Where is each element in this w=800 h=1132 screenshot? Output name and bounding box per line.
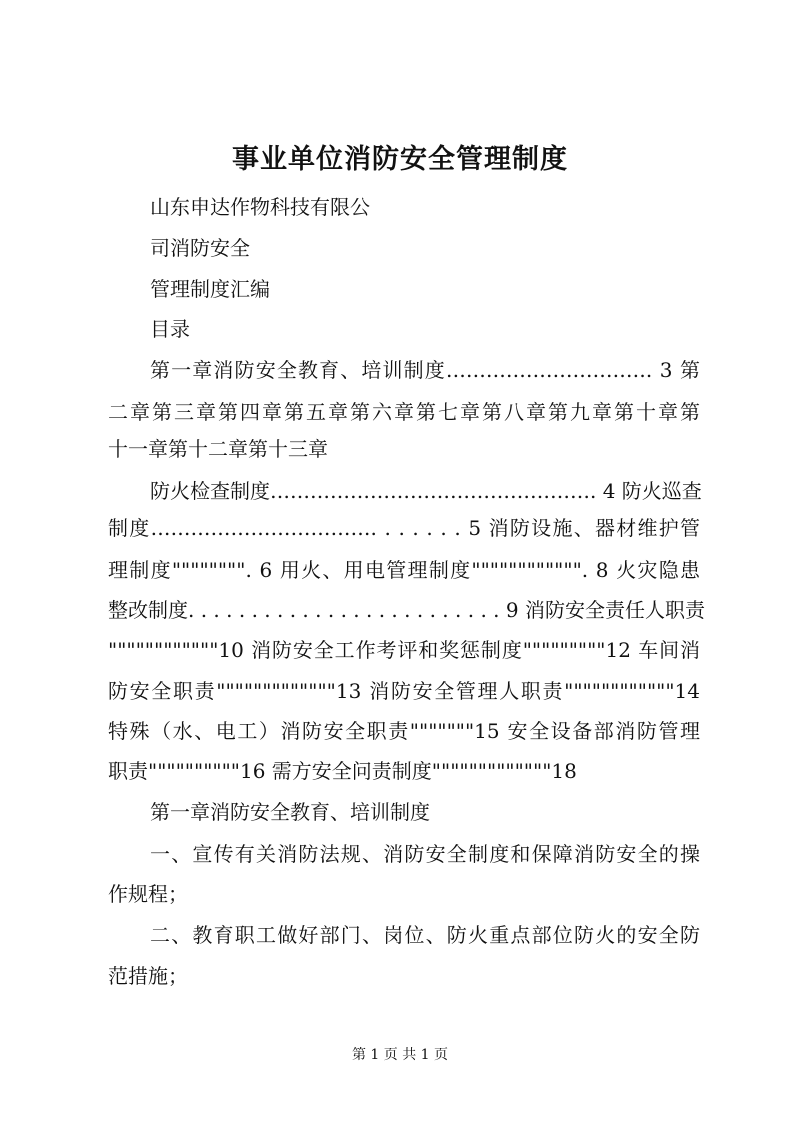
toc-line: 第一章消防安全教育、培训制度…………………………. 3 第 — [150, 358, 700, 382]
toc-line: 十一章第十二章第十三章 — [108, 437, 328, 461]
toc-line: 防安全职责"""""""""""""13 消防安全管理人职责""""""""""""14 — [108, 679, 700, 703]
toc-line: 二章第三章第四章第五章第六章第七章第八章第九章第十章第 — [108, 400, 700, 424]
page-footer: 第 1 页 共 1 页 — [351, 1047, 449, 1063]
body-paragraph-line: 范措施； — [108, 964, 188, 988]
body-paragraph-line: 二、教育职工做好部门、岗位、防火重点部位防火的安全防 — [150, 923, 700, 947]
toc-line: 理制度"""""""". 6 用火、用电管理制度"""""""""""". 8 火灾隐患 — [108, 558, 700, 582]
toc-line: 特殊（水、电工）消防安全职责"""""""15 安全设备部消防管理 — [108, 719, 700, 743]
chapter-heading: 第一章消防安全教育、培训制度 — [150, 800, 430, 824]
body-paragraph-line: 一、宣传有关消防法规、消防安全制度和保障消防安全的操 — [150, 842, 700, 866]
toc-line: 防火检查制度…………………………………………. 4 防火巡查 — [150, 479, 702, 503]
company-name-line-2: 司消防安全 — [150, 236, 250, 260]
toc-heading: 目录 — [150, 317, 190, 341]
toc-line: 整改制度. . . . . . . . . . . . . . . . . . . . . . . . . 9 消防安全责任人职责 — [108, 598, 705, 622]
body-paragraph-line: 作规程； — [108, 882, 188, 906]
toc-line: """"""""""""10 消防安全工作考评和奖惩制度"""""""""12 车间消 — [108, 638, 700, 662]
toc-line: 职责""""""""""16 需方安全问责制度"""""""""""""18 — [108, 759, 577, 783]
document-title: 事业单位消防安全管理制度 — [232, 144, 568, 175]
company-name-line-1: 山东申达作物科技有限公 — [150, 195, 370, 219]
toc-line: 制度……………………………. . . . . . . 5 消防设施、器材维护管 — [108, 516, 700, 540]
compilation-title: 管理制度汇编 — [150, 277, 270, 301]
